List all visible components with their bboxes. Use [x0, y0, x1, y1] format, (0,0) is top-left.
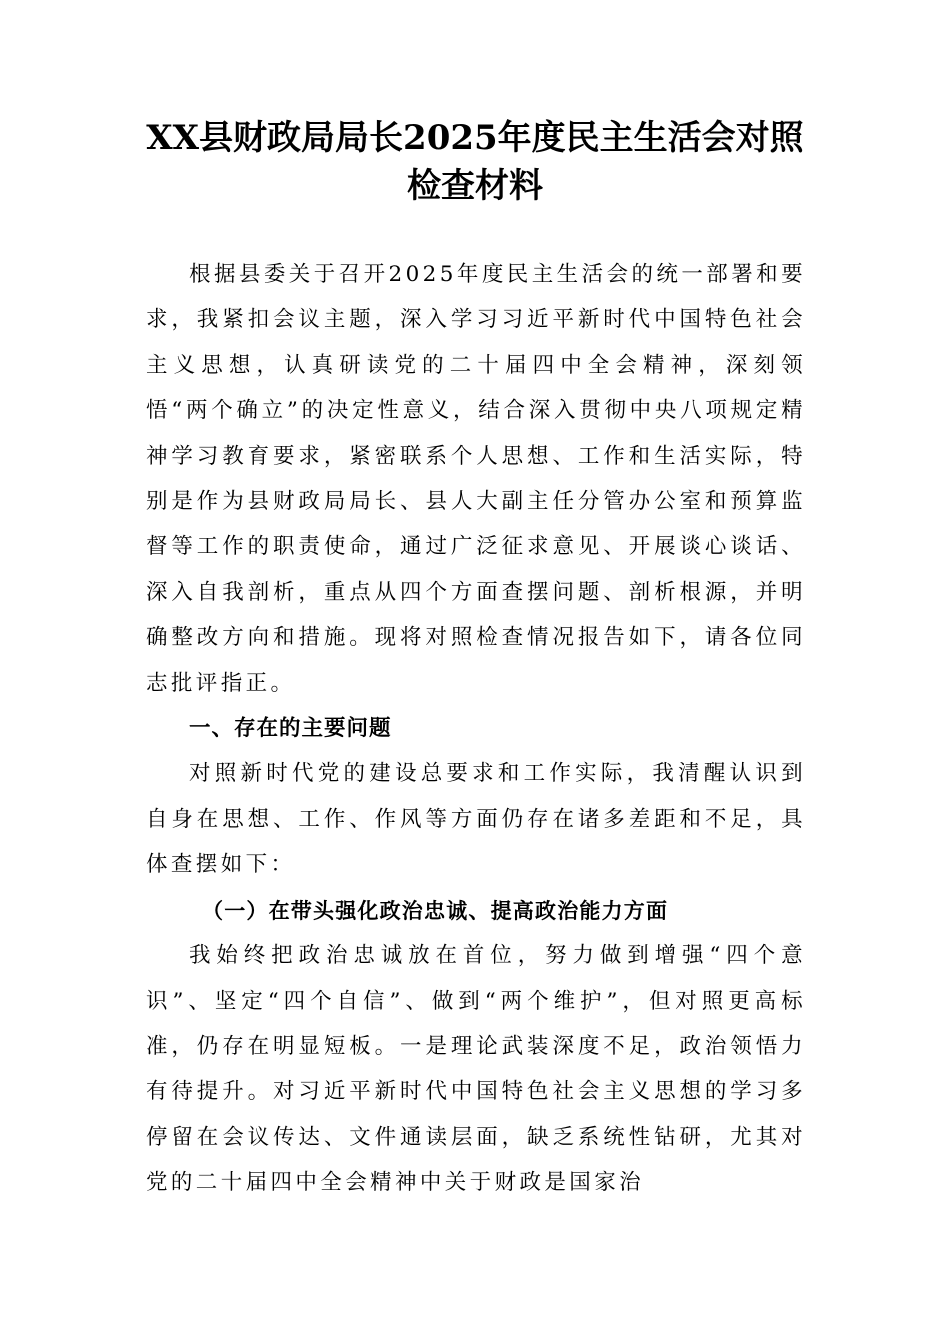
subsection-paragraph-political-loyalty: 我始终把政治忠诚放在首位，努力做到增强“四个意识”、坚定“四个自信”、做到“两个维护”，但对照更高标准，仍存在明显短板。一是理论武装深度不足，政治领悟力有待提升。对习近平新时代中国特色社会主义思想的学习多停留在会议传达、文件通读层面，缺乏系统性钻研，尤其对党的二十届四中全会精神中关于财政是国家治 — [146, 943, 806, 1196]
document-body — [146, 252, 806, 1206]
document-title: XX县财政局局长2025年度民主生活会对照检查材料 — [146, 118, 804, 206]
section-intro-paragraph: 对照新时代党的建设总要求和工作实际，我清醒认识到自身在思想、工作、作风等方面仍存在诸多差距和不足，具体查摆如下： — [146, 761, 806, 878]
subsection-heading-political-loyalty: （一）在带头强化政治忠诚、提高政治能力方面 — [202, 897, 669, 923]
section-heading-problems: 一、存在的主要问题 — [189, 716, 392, 742]
intro-paragraph: 根据县委关于召开2025年度民主生活会的统一部署和要求，我紧扣会议主题，深入学习习近平新时代中国特色社会主义思想，认真研读党的二十届四中全会精神，深刻领悟“两个确立”的决定性意义，结合深入贯彻中央八项规定精神学习教育要求，紧密联系个人思想、工作和生活实际，特别是作为县财政局局长、县人大副主任分管办公室和预算监督等工作的职责使命，通过广泛征求意见、开展谈心谈话、深入自我剖析，重点从四个方面查摆问题、剖析根源，并明确整改方向和措施。现将对照检查情况报告如下，请各位同志批评指正。 — [146, 262, 806, 696]
